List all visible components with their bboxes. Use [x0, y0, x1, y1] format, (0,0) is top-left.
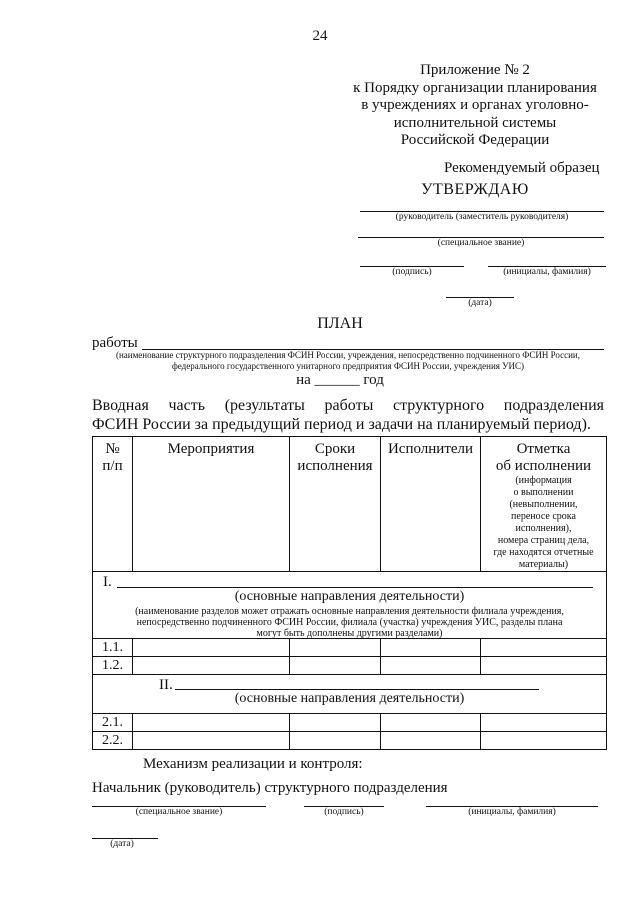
header-deadlines-line-2: исполнения	[297, 458, 373, 474]
events-cell[interactable]	[133, 639, 290, 657]
header-deadlines-line-1: Сроки	[314, 441, 356, 457]
intro-line-1: Вводная часть (результаты работы структурного подразделения	[92, 397, 604, 414]
appendix-line-5: Российской Федерации	[400, 132, 550, 148]
table-header-row	[93, 437, 607, 572]
executors-cell[interactable]	[381, 657, 481, 675]
mark-note-line: где находятся отчетные	[493, 547, 594, 558]
row-number: 1.1.	[93, 639, 133, 657]
header-executors-label: Исполнители	[387, 441, 474, 457]
appendix-line-1: Приложение № 2	[420, 62, 530, 78]
mark-note-line: о выполнении	[513, 487, 574, 498]
work-label: работы	[92, 335, 138, 351]
row-number: 1.2.	[93, 657, 133, 675]
unit-note-line-1: (наименование структурного подразделения ФСИН России, учреждения, непосредственно подчиненного ФСИН России,	[115, 350, 581, 360]
footer-initials-label: (инициалы, фамилия)	[468, 807, 556, 817]
executors-cell[interactable]	[381, 732, 481, 750]
mark-cell[interactable]	[481, 732, 607, 750]
footer-date-label: (дата)	[110, 839, 134, 849]
header-deadlines	[290, 437, 381, 572]
head-label: (руководитель (заместитель руководителя)	[395, 212, 569, 222]
section-1-caption: (основные направления деятельности)	[234, 589, 465, 604]
deadlines-cell[interactable]	[290, 639, 381, 657]
year-prefix: на	[296, 372, 311, 388]
header-mark	[481, 437, 607, 572]
events-cell[interactable]	[133, 657, 290, 675]
mark-note-line: переносе срока	[511, 511, 576, 522]
year-line	[270, 372, 410, 389]
section-1-numeral: I.	[103, 574, 112, 590]
section-1-row	[93, 572, 607, 639]
header-events	[133, 437, 290, 572]
appendix-line-3: в учреждениях и органах уголовно-	[361, 97, 589, 113]
appendix-line-2: к Порядку организации планирования	[353, 79, 597, 96]
intro-line-2: ФСИН России за предыдущий период и задачи на планируемый период).	[92, 416, 591, 433]
header-num	[93, 437, 133, 572]
header-mark-note	[481, 475, 606, 571]
deadlines-cell[interactable]	[290, 657, 381, 675]
section-1-note-line-1: (наименование разделов может отражать основные направления деятельности филиала учреждения,	[135, 606, 564, 617]
row-number: 2.1.	[93, 714, 133, 732]
mark-cell[interactable]	[481, 639, 607, 657]
table-row	[93, 714, 607, 732]
footer-signature-label: (подпись)	[324, 807, 364, 817]
section-1-note-line-3: могут быть дополнены другими разделами)	[256, 628, 443, 639]
section-2-numeral: II.	[159, 677, 173, 693]
table-row	[93, 639, 607, 657]
mechanism-label: Механизм реализации и контроля:	[143, 756, 363, 772]
events-cell[interactable]	[133, 732, 290, 750]
year-blank: ______	[314, 372, 360, 388]
deadlines-cell[interactable]	[290, 714, 381, 732]
mark-note-line: номера страниц дела,	[497, 535, 590, 546]
header-events-label: Мероприятия	[167, 441, 255, 457]
unit-note	[88, 350, 608, 372]
table-row	[93, 657, 607, 675]
unit-note-line-2: федерального государственного унитарного предприятия ФСИН России, учреждения УИС)	[171, 361, 525, 371]
executors-cell[interactable]	[381, 714, 481, 732]
mark-note-line: (информация	[515, 475, 572, 486]
rank-label: (специальное звание)	[437, 238, 525, 248]
row-number: 2.2.	[93, 732, 133, 750]
year-suffix: год	[363, 372, 384, 388]
executors-cell[interactable]	[381, 639, 481, 657]
section-1-note-line-2: непосредственно подчиненного ФСИН России, филиала (участка) учреждения УИС, разделы плана	[136, 617, 563, 628]
section-2-cell	[93, 675, 607, 714]
header-mark-line-1: Отметка	[516, 441, 571, 457]
approve-title: УТВЕРЖДАЮ	[421, 181, 529, 198]
appendix-block	[340, 62, 610, 150]
mark-cell[interactable]	[481, 714, 607, 732]
page-number: 24	[312, 28, 328, 44]
section-2-caption: (основные направления деятельности)	[234, 691, 465, 706]
mark-note-line: исполнения),	[515, 523, 572, 534]
section-1-cell	[93, 572, 607, 639]
initials-label: (инициалы, фамилия)	[503, 267, 591, 277]
section-1-note	[93, 606, 606, 639]
signature-label: (подпись)	[392, 267, 432, 277]
mark-note-line: (невыполнении,	[509, 499, 578, 510]
header-num-line-2: п/п	[102, 458, 123, 474]
footer-rank-label: (специальное звание)	[135, 807, 223, 817]
table-row	[93, 732, 607, 750]
deadlines-cell[interactable]	[290, 732, 381, 750]
section-2-row	[93, 675, 607, 714]
plan-table	[92, 436, 607, 750]
header-mark-line-2: об исполнении	[495, 458, 592, 474]
mark-cell[interactable]	[481, 657, 607, 675]
plan-title: ПЛАН	[317, 315, 363, 332]
recommended-sample-label: Рекомендуемый образец	[444, 160, 600, 176]
mark-note-line: материалы)	[518, 559, 569, 570]
head-signature-label: Начальник (руководитель) структурного подразделения	[92, 780, 448, 796]
header-num-line-1: №	[105, 441, 120, 457]
appendix-line-4: исполнительной системы	[393, 114, 557, 131]
date-label: (дата)	[468, 298, 492, 308]
header-executors	[381, 437, 481, 572]
events-cell[interactable]	[133, 714, 290, 732]
